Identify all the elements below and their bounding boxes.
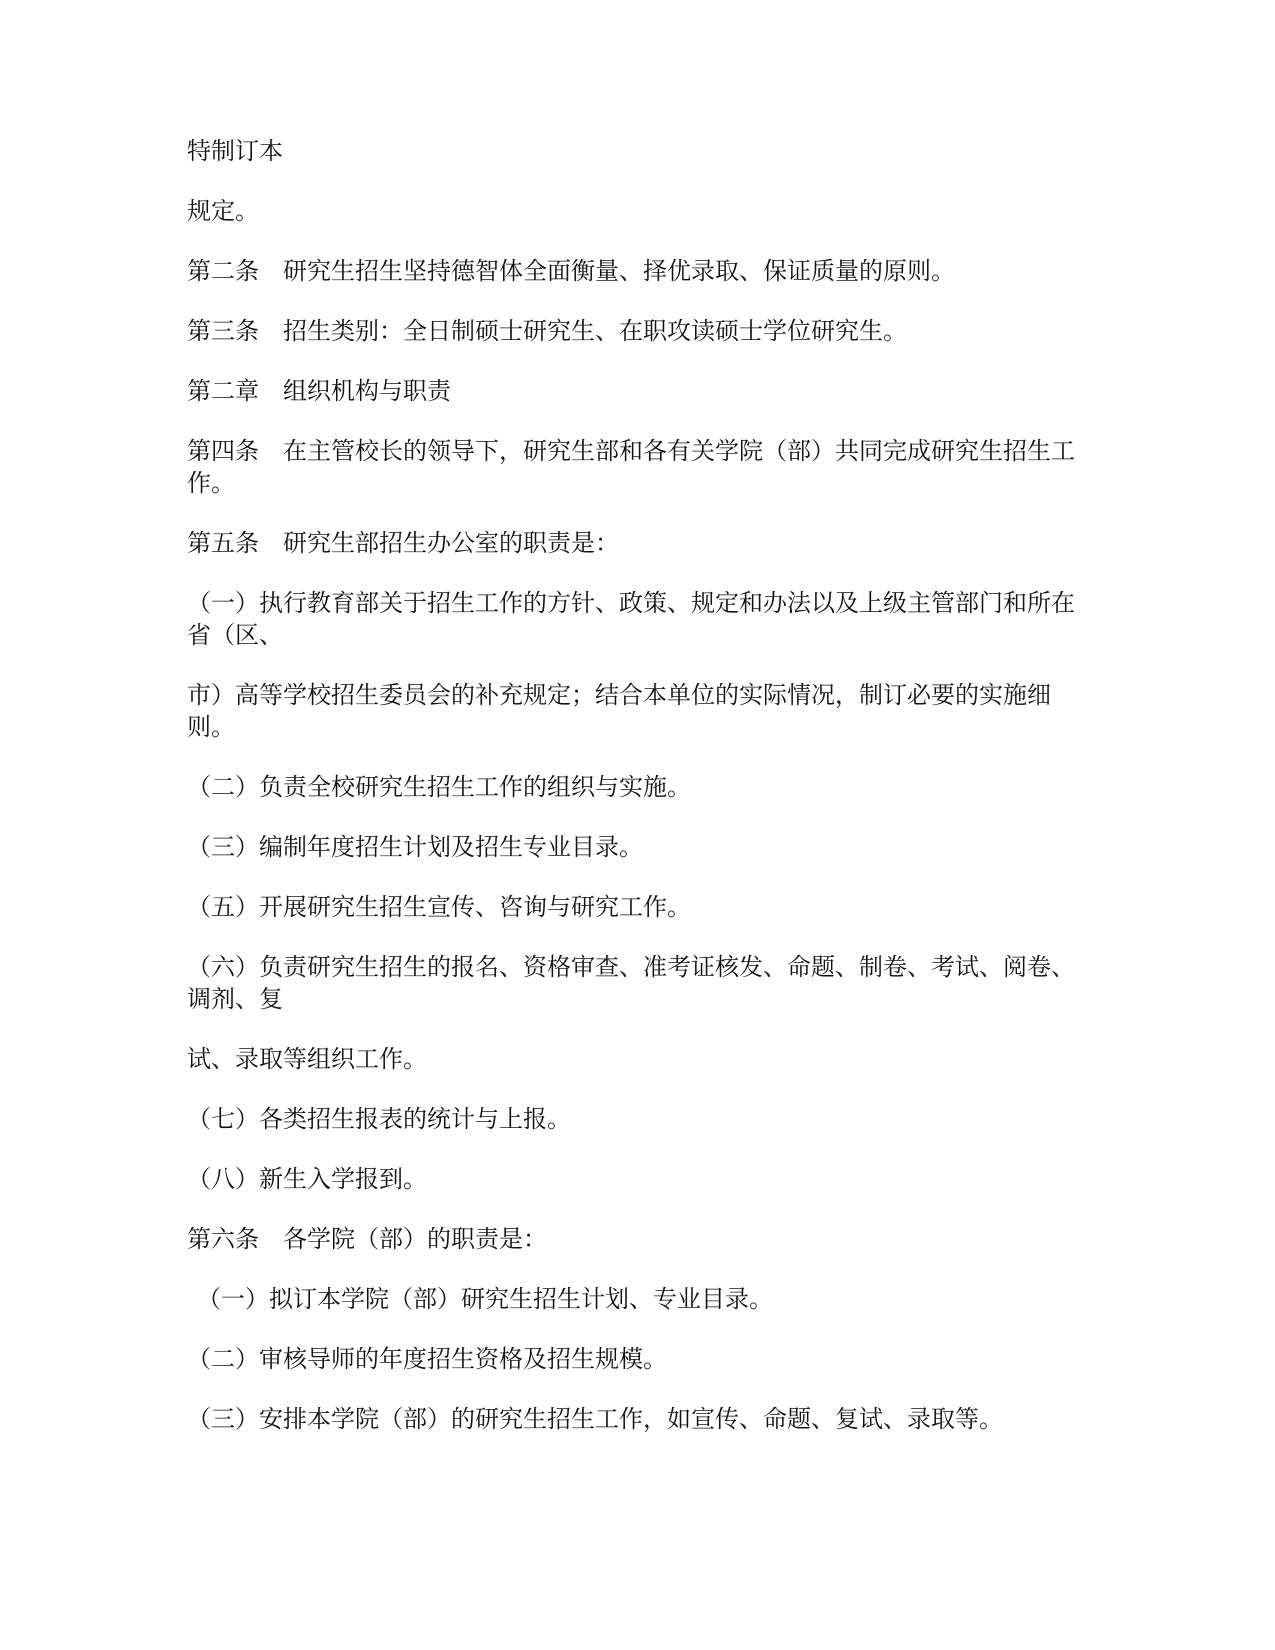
document-page bbox=[187, 135, 1082, 1463]
paragraph: 第五条 研究生部招生办公室的职责是： bbox=[187, 529, 619, 557]
paragraph: 试、录取等组织工作。 bbox=[187, 1045, 427, 1073]
paragraph: （二）审核导师的年度招生资格及招生规模。 bbox=[187, 1345, 667, 1373]
paragraph: 第二条 研究生招生坚持德智体全面衡量、择优录取、保证质量的原则。 bbox=[187, 257, 955, 285]
paragraph: （三）安排本学院（部）的研究生招生工作，如宣传、命题、复试、录取等。 bbox=[187, 1405, 1003, 1433]
paragraph: 规定。 bbox=[187, 197, 259, 225]
paragraph: （三）编制年度招生计划及招生专业目录。 bbox=[187, 833, 643, 861]
paragraph: 第四条 在主管校长的领导下，研究生部和各有关学院（部）共同完成研究生招生工作。 bbox=[187, 437, 1075, 497]
paragraph: （一）拟订本学院（部）研究生招生计划、专业目录。 bbox=[197, 1285, 773, 1313]
chapter-heading: 第二章 组织机构与职责 bbox=[187, 377, 451, 405]
paragraph: （二）负责全校研究生招生工作的组织与实施。 bbox=[187, 773, 691, 801]
paragraph: 第三条 招生类别：全日制硕士研究生、在职攻读硕士学位研究生。 bbox=[187, 317, 907, 345]
paragraph: （七）各类招生报表的统计与上报。 bbox=[187, 1105, 571, 1133]
paragraph: 特制订本 bbox=[187, 137, 283, 165]
paragraph: （一）执行教育部关于招生工作的方针、政策、规定和办法以及上级主管部门和所在省（区、 bbox=[187, 589, 1075, 649]
paragraph: 市）高等学校招生委员会的补充规定；结合本单位的实际情况，制订必要的实施细则。 bbox=[187, 681, 1051, 741]
paragraph: （八）新生入学报到。 bbox=[187, 1165, 427, 1193]
paragraph: （五）开展研究生招生宣传、咨询与研究工作。 bbox=[187, 893, 691, 921]
paragraph: 第六条 各学院（部）的职责是： bbox=[187, 1225, 547, 1253]
paragraph: （六）负责研究生招生的报名、资格审查、准考证核发、命题、制卷、考试、阅卷、调剂、复 bbox=[187, 953, 1075, 1013]
